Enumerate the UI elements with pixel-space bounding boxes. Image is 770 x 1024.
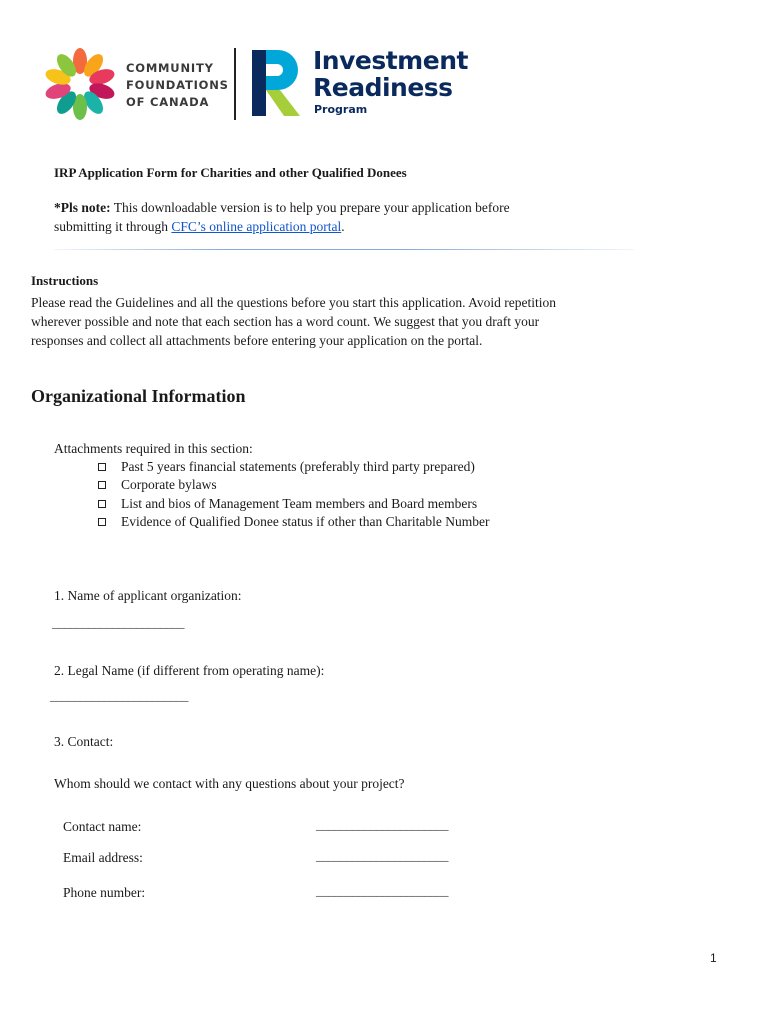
attachments-list bbox=[98, 458, 490, 531]
note-paragraph: *Pls note: This downloadable version is to help you prepare your application before submitting it through CFC’s online application portal. bbox=[54, 200, 510, 234]
note-label: *Pls note: bbox=[54, 200, 111, 215]
logo-divider bbox=[234, 48, 236, 120]
question-3: 3. Contact: bbox=[54, 734, 114, 749]
list-item: Past 5 years financial statements (preferably third party prepared) bbox=[98, 458, 490, 476]
phone-number-label: Phone number: bbox=[63, 885, 146, 900]
contact-name-label: Contact name: bbox=[63, 819, 142, 834]
phone-number-line[interactable]: ______________________ bbox=[316, 883, 448, 898]
instructions-heading: Instructions bbox=[31, 273, 99, 288]
list-item: Evidence of Qualified Donee status if other than Charitable Number bbox=[98, 513, 490, 531]
checkbox-icon bbox=[98, 518, 106, 526]
list-item: Corporate bylaws bbox=[98, 476, 490, 494]
section-title: Organizational Information bbox=[31, 386, 246, 406]
question-2: 2. Legal Name (if different from operating name): bbox=[54, 663, 325, 678]
answer-line-1[interactable]: ______________________ bbox=[52, 615, 184, 630]
note-text: This downloadable version is to help you prepare your application before bbox=[110, 200, 510, 215]
cfc-logo-icon bbox=[40, 44, 120, 124]
checkbox-icon bbox=[98, 500, 106, 508]
checkbox-icon bbox=[98, 463, 106, 471]
contact-name-line[interactable]: ______________________ bbox=[316, 817, 448, 832]
question-1: 1. Name of applicant organization: bbox=[54, 588, 242, 603]
irp-logo-title: Investment Readiness bbox=[313, 46, 468, 102]
email-address-label: Email address: bbox=[63, 850, 143, 865]
portal-link[interactable]: CFC’s online application portal bbox=[171, 219, 342, 234]
irp-logo-subtitle: Program bbox=[314, 103, 368, 116]
question-3-prompt: Whom should we contact with any questions about your project? bbox=[54, 776, 405, 791]
cfc-logo-text: COMMUNITY FOUNDATIONS OF CANADA bbox=[126, 61, 229, 109]
divider-line bbox=[54, 249, 634, 250]
checkbox-icon bbox=[98, 481, 106, 489]
instructions-text: Please read the Guidelines and all the questions before you start this application. Avoid repetition wherever possible and note that each section has a word count. We suggest that you draft your responses and collect all attachments before entering your application on the portal. bbox=[31, 295, 556, 348]
note-text-2: submitting it through bbox=[54, 219, 172, 234]
page-number: 1 bbox=[710, 951, 717, 965]
list-item: List and bios of Management Team members and Board members bbox=[98, 495, 490, 513]
form-title: IRP Application Form for Charities and other Qualified Donees bbox=[54, 165, 407, 180]
answer-line-2[interactable]: _______________________ bbox=[50, 688, 188, 703]
email-address-line[interactable]: ______________________ bbox=[316, 848, 448, 863]
irp-logo-icon bbox=[252, 50, 308, 116]
attachments-label: Attachments required in this section: bbox=[54, 441, 253, 456]
